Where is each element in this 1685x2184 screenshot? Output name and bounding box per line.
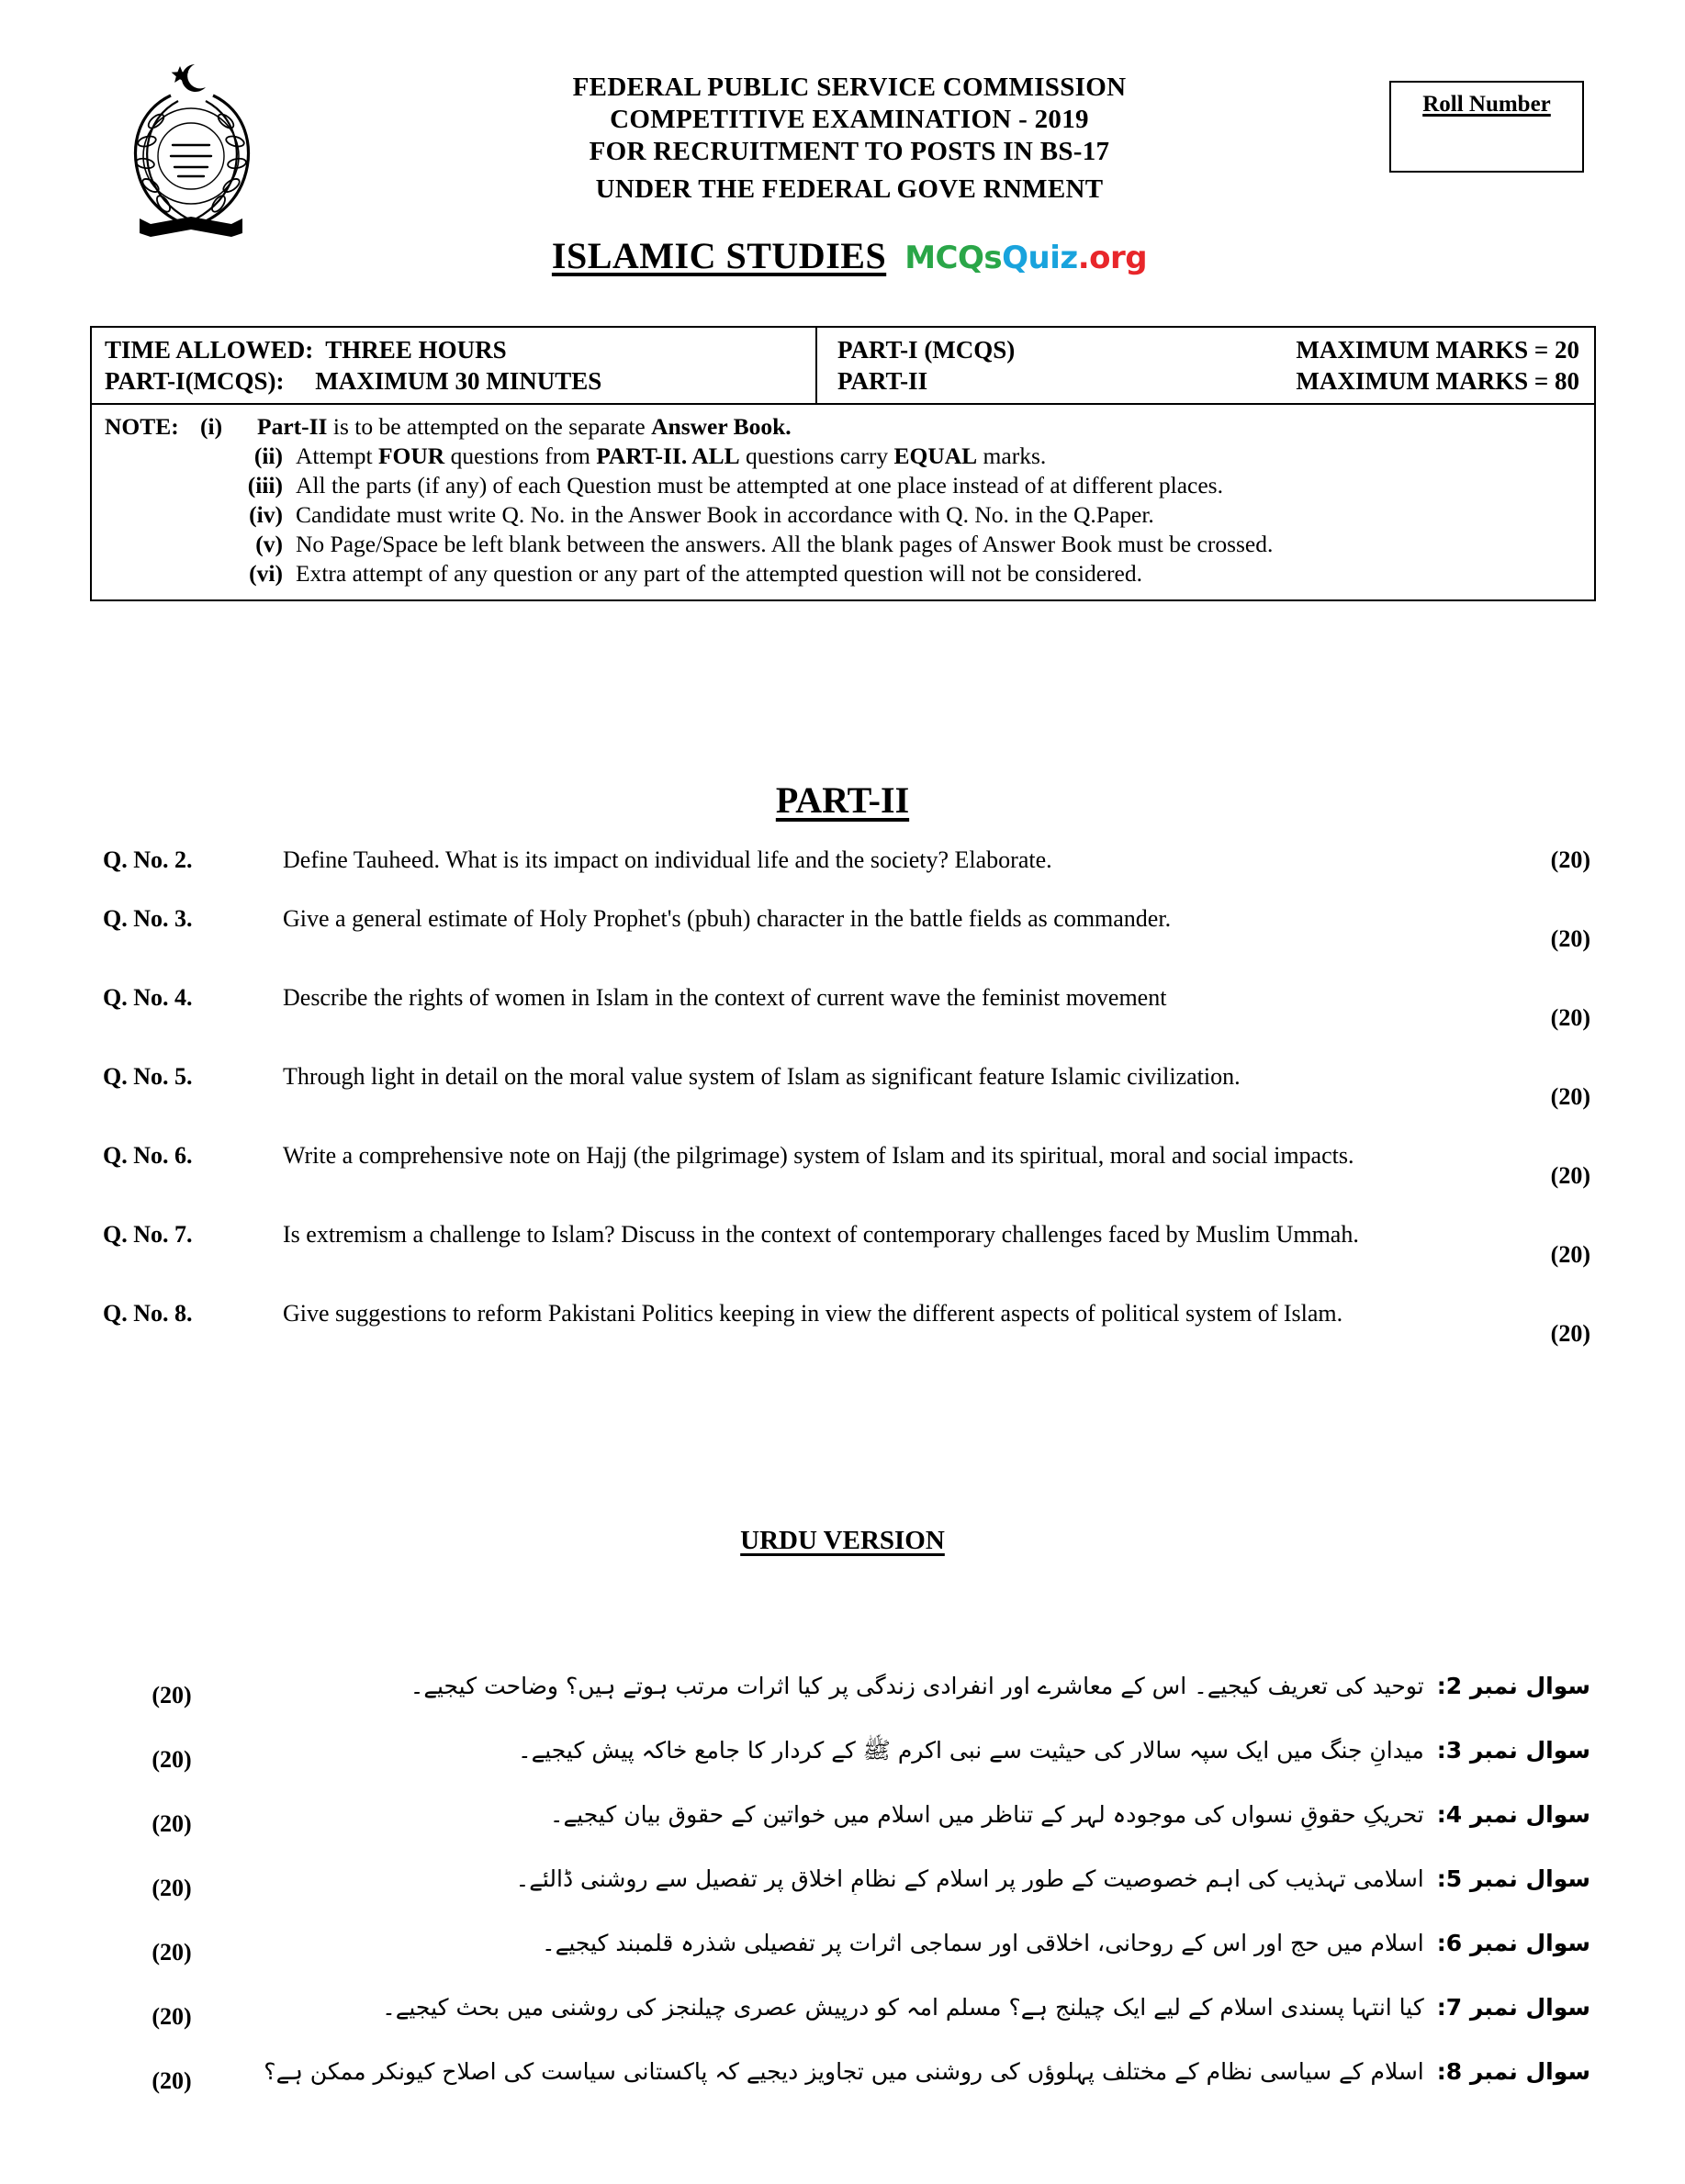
urdu-question-marks: (20) [152,1939,192,1966]
urdu-question-label: سوال نمبر 5: [1436,1865,1590,1892]
urdu-question-marks: (20) [152,2003,192,2030]
urdu-question-body: اسلام کے سیاسی نظام کے مختلف پہلوؤں کی روشنی میں تجاویز دیجیے کہ پاکستانی سیاست کی اصلاح کیونکر ممکن ہے؟ [264,2058,1424,2085]
subject-row [386,234,1313,277]
question-marks: (20) [1550,1083,1590,1110]
note-roman: (iv) [249,501,283,528]
question-number: Q. No. 8. [103,1300,193,1327]
urdu-question-text [241,2049,1590,2088]
watermark-part-1: MCQs [904,240,1003,276]
urdu-question-label: سوال نمبر 8: [1436,2058,1590,2085]
question-text: Give suggestions to reform Pakistani Politics keeping in view the different aspects of political system of Islam. [283,1300,1343,1327]
question-number: Q. No. 4. [103,984,193,1011]
urdu-question-row [103,1921,1590,1985]
question-number: Q. No. 2. [103,846,193,873]
part-two-heading: PART-II [775,779,910,821]
urdu-question-marks: (20) [152,1746,192,1773]
question-number: Q. No. 6. [103,1142,193,1169]
note-item [105,500,1581,530]
note-item [105,442,1581,471]
subject-title: ISLAMIC STUDIES [551,235,887,276]
note-block [92,405,1594,599]
note-item [105,530,1581,559]
note-text: No Page/Space be left blank between the answers. All the blank pages of Answer Book must be crossed. [296,531,1274,557]
question-number: Q. No. 7. [103,1221,193,1248]
note-text: Candidate must write Q. No. in the Answer Book in accordance with Q. No. in the Q.Paper. [296,501,1154,528]
question-row [103,1140,1590,1192]
part-two-marks-line [837,365,1579,397]
question-text: Write a comprehensive note on Hajj (the pilgrimage) system of Islam and its spiritual, moral and social impacts. [283,1142,1354,1169]
header-line-3: FOR RECRUITMENT TO POSTS IN BS-17 [589,137,1110,166]
header-line-1: FEDERAL PUBLIC SERVICE COMMISSION [572,73,1127,102]
urdu-question-row [103,1856,1590,1921]
urdu-question-row [103,1663,1590,1728]
time-allowed-line: TIME ALLOWED: THREE HOURS [105,336,507,364]
urdu-question-text [241,1921,1590,1959]
urdu-question-row [103,1985,1590,2049]
header-title-block [386,72,1313,206]
urdu-question-text [241,1985,1590,2023]
part-one-marks-line [837,334,1579,365]
question-marks: (20) [1550,1320,1590,1347]
urdu-question-body: تحریکِ حقوقِ نسواں کی موجودہ لہر کے تناظر میں اسلام میں خواتین کے حقوق بیان کیجیے۔ [549,1801,1424,1828]
urdu-question-label: سوال نمبر 4: [1436,1801,1590,1828]
question-text: Give a general estimate of Holy Prophet's (pbuh) character in the battle fields as commander. [283,905,1172,932]
question-marks: (20) [1550,1241,1590,1268]
fpsc-crest-icon [99,53,283,246]
note-text: Extra attempt of any question or any part of the attempted question will not be considered. [296,560,1142,587]
urdu-question-text [241,1728,1590,1766]
watermark-part-2: Quiz [1002,240,1078,276]
urdu-question-body: کیا انتہا پسندی اسلام کے لیے ایک چیلنج ہے؟ مسلم امہ کو درپیش عصری چیلنجز کی روشنی میں بحث کیجیے۔ [382,1994,1424,2021]
question-text: Define Tauheed. What is its impact on individual life and the society? Elaborate. [283,846,1052,873]
part-two-label: PART-II [837,367,928,395]
question-text: Is extremism a challenge to Islam? Discuss in the context of contemporary challenges faced by Muslim Ummah. [283,1221,1359,1248]
urdu-question-marks: (20) [152,2067,192,2094]
urdu-question-label: سوال نمبر 3: [1436,1737,1590,1764]
urdu-version-heading: URDU VERSION [740,1526,945,1555]
maximum-marks-cell [817,328,1594,403]
note-roman: (vi) [249,560,283,587]
urdu-question-marks: (20) [152,1682,192,1708]
urdu-question-label: سوال نمبر 6: [1436,1930,1590,1956]
note-text: Attempt FOUR questions from PART-II. ALL questions carry EQUAL marks. [296,442,1047,469]
question-row [103,1061,1590,1113]
question-row [103,1219,1590,1271]
urdu-question-label: سوال نمبر 2: [1436,1673,1590,1699]
urdu-question-body: توحید کی تعریف کیجیے۔ اس کے معاشرے اور انفرادی زندگی پر کیا اثرات مرتب ہوتے ہیں؟ وضاحت کیجیے۔ [410,1673,1424,1699]
urdu-question-marks: (20) [152,1810,192,1837]
question-list [103,845,1590,1377]
question-number: Q. No. 3. [103,905,193,932]
header-line-4: UNDER THE FEDERAL GOVE RNMENT [595,174,1104,204]
urdu-question-text [241,1792,1590,1831]
urdu-question-row [103,1728,1590,1792]
urdu-question-label: سوال نمبر 7: [1436,1994,1590,2021]
urdu-question-row [103,2049,1590,2113]
part-one-label: PART-I (MCQS) [837,336,1016,364]
question-row [103,982,1590,1034]
watermark-part-3: .org [1077,240,1148,276]
note-item [105,559,1581,588]
question-marks: (20) [1550,1162,1590,1189]
note-roman: (ii) [253,442,283,469]
note-item [105,471,1581,500]
note-text: All the parts (if any) of each Question must be attempted at one place instead of at different places. [296,472,1223,498]
urdu-question-body: اسلامی تہذیب کی اہم خصوصیت کے طور پر اسلام کے نظامِ اخلاق پر تفصیل سے روشنی ڈالئے۔ [515,1865,1424,1892]
question-row [103,845,1590,876]
exam-info-table [90,326,1596,601]
question-text: Through light in detail on the moral value system of Islam as significant feature Islamic civilization. [283,1063,1241,1090]
urdu-question-list [103,1663,1590,2113]
question-marks: (20) [1550,925,1590,952]
note-item [105,412,1581,442]
site-watermark [904,240,1147,276]
roll-number-label: Roll Number [1422,92,1551,117]
time-allowed-cell [92,328,817,403]
question-marks: (20) [1550,1004,1590,1031]
question-row [103,1298,1590,1350]
header-line-2: COMPETITIVE EXAMINATION - 2019 [610,105,1089,134]
roll-number-box[interactable] [1389,81,1584,173]
question-text: Describe the rights of women in Islam in the context of current wave the feminist movement [283,984,1167,1011]
urdu-question-text [241,1663,1590,1702]
part-two-marks: MAXIMUM MARKS = 80 [1296,367,1579,395]
note-lead-label: NOTE: [105,413,179,440]
part-one-marks: MAXIMUM MARKS = 20 [1296,336,1579,364]
page-header [0,0,1685,303]
urdu-question-text [241,1856,1590,1895]
exam-info-top-row [92,328,1594,405]
urdu-question-body: میدانِ جنگ میں ایک سپہ سالار کی حیثیت سے نبی اکرم ﷺ کے کردار کا جامع خاکہ پیش کیجیے۔ [517,1737,1424,1764]
note-roman: (v) [255,531,283,557]
question-number: Q. No. 5. [103,1063,193,1090]
question-row [103,903,1590,955]
note-roman: (iii) [247,472,283,498]
urdu-question-row [103,1792,1590,1856]
note-text: Part-II is to be attempted on the separate Answer Book. [257,413,792,440]
part-one-duration-line: PART-I(MCQS): MAXIMUM 30 MINUTES [105,367,602,395]
note-roman: (i) [200,413,223,440]
urdu-question-marks: (20) [152,1875,192,1901]
urdu-question-body: اسلام میں حج اور اس کے روحانی، اخلاقی اور سماجی اثرات پر تفصیلی شذرہ قلمبند کیجیے۔ [542,1930,1424,1956]
question-marks: (20) [1550,846,1590,873]
